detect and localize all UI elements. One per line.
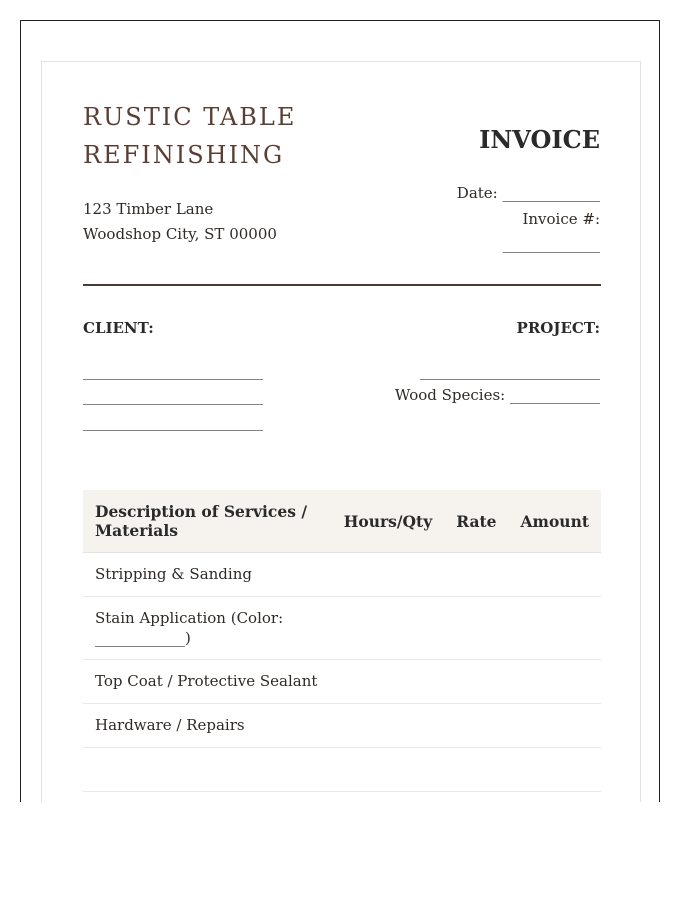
col-hours-header: Hours/Qty [332,490,444,553]
row-amount[interactable] [509,704,601,748]
row-rate[interactable] [444,748,508,792]
row-description: Stain Application (Color: ____________) [83,597,332,660]
col-amount-header: Amount [509,490,601,553]
row-hours[interactable] [332,660,444,704]
row-hours[interactable] [332,748,444,792]
row-hours[interactable] [332,553,444,597]
table-row [83,553,601,597]
row-description: Top Coat / Protective Sealant [83,660,332,704]
company-address [83,197,277,247]
row-amount[interactable] [509,660,601,704]
table-row [83,748,601,792]
client-label: CLIENT: [83,319,154,337]
invoice-title: INVOICE [479,125,600,154]
address-line2: Woodshop City, ST 00000 [83,225,277,243]
document-frame [20,20,660,802]
row-hours[interactable] [332,597,444,660]
header-divider [83,284,601,286]
date-field[interactable]: Date: _____________ [456,184,600,202]
invoice-number-field[interactable]: _____________ [502,235,600,253]
row-amount[interactable] [509,748,601,792]
invoice-page [41,61,641,802]
table-header-row [83,490,601,553]
row-rate[interactable] [444,704,508,748]
address-line1: 123 Timber Lane [83,200,214,218]
client-line-1[interactable]: ________________________ [83,362,263,380]
wood-species-field[interactable]: Wood Species: ____________ [394,386,600,404]
company-name-line2: REFINISHING [83,141,285,169]
row-amount[interactable] [509,597,601,660]
row-rate[interactable] [444,597,508,660]
col-description-header: Description of Services / Materials [83,490,332,553]
table-row [83,597,601,660]
row-amount[interactable] [509,553,601,597]
invoice-number-label: Invoice #: [522,210,600,228]
row-hours[interactable] [332,704,444,748]
services-table [83,490,601,792]
table-row [83,660,601,704]
col-rate-header: Rate [444,490,508,553]
row-rate[interactable] [444,553,508,597]
company-name-line1: RUSTIC TABLE [83,103,297,131]
project-line[interactable]: ________________________ [420,362,600,380]
row-description: Hardware / Repairs [83,704,332,748]
client-line-2[interactable]: ________________________ [83,387,263,405]
table-row [83,704,601,748]
row-description: Stripping & Sanding [83,553,332,597]
row-description[interactable] [83,748,332,792]
row-rate[interactable] [444,660,508,704]
project-label: PROJECT: [516,319,600,337]
company-name [83,98,296,174]
client-line-3[interactable]: ________________________ [83,413,263,431]
